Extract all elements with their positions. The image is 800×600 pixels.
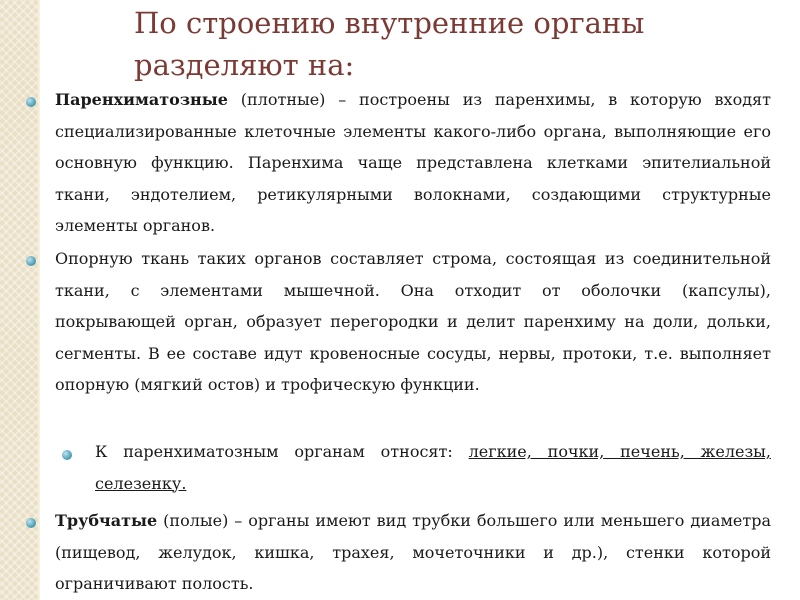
decorative-sidebar xyxy=(0,0,38,600)
paragraph-parenchymal-text: (плотные) – построены из паренхимы, в которую входят специализированные клеточные элементы какого-либо органа, выполняющие его основную функцию. Паренхима чаще представлена клетками эпителиальной ткани, эндотелием, ретикулярными волокнами, создающими структурные элементы органов. xyxy=(55,90,771,235)
sidebar-edge xyxy=(38,0,40,600)
bullet-icon xyxy=(26,97,36,107)
bullet-icon xyxy=(26,256,36,266)
term-parenchymal: Паренхиматозные xyxy=(55,90,228,109)
paragraph-parenchymal xyxy=(55,84,771,242)
organs-list: легкие, почки, печень, железы, селезенку. xyxy=(95,442,771,493)
bullet-icon xyxy=(26,518,36,528)
organs-list-intro: К паренхиматозным органам относят: xyxy=(95,442,469,461)
paragraph-organs-list xyxy=(95,436,771,499)
paragraph-tubular xyxy=(55,505,771,600)
paragraph-tubular-text: (полые) – органы имеют вид трубки большего или меньшего диаметра (пищевод, желудок, кишка, трахея, мочеточники и др.), стенки которой ограничивают полость. xyxy=(55,511,771,593)
term-tubular: Трубчатые xyxy=(55,511,158,530)
bullet-icon xyxy=(62,450,72,460)
slide-title: По строению внутренние органы разделяют на: xyxy=(134,6,645,82)
paragraph-stroma: Опорную ткань таких органов составляет строма, состоящая из соединительной ткани, с элементами мышечной. Она отходит от оболочки (капсулы), покрывающей орган, образует перегородки и делит паренхиму на доли, дольки, сегменты. В ее составе идут кровеносные сосуды, нервы, протоки, т.е. выполняет опорную (мягкий остов) и трофическую функции. xyxy=(55,249,771,394)
